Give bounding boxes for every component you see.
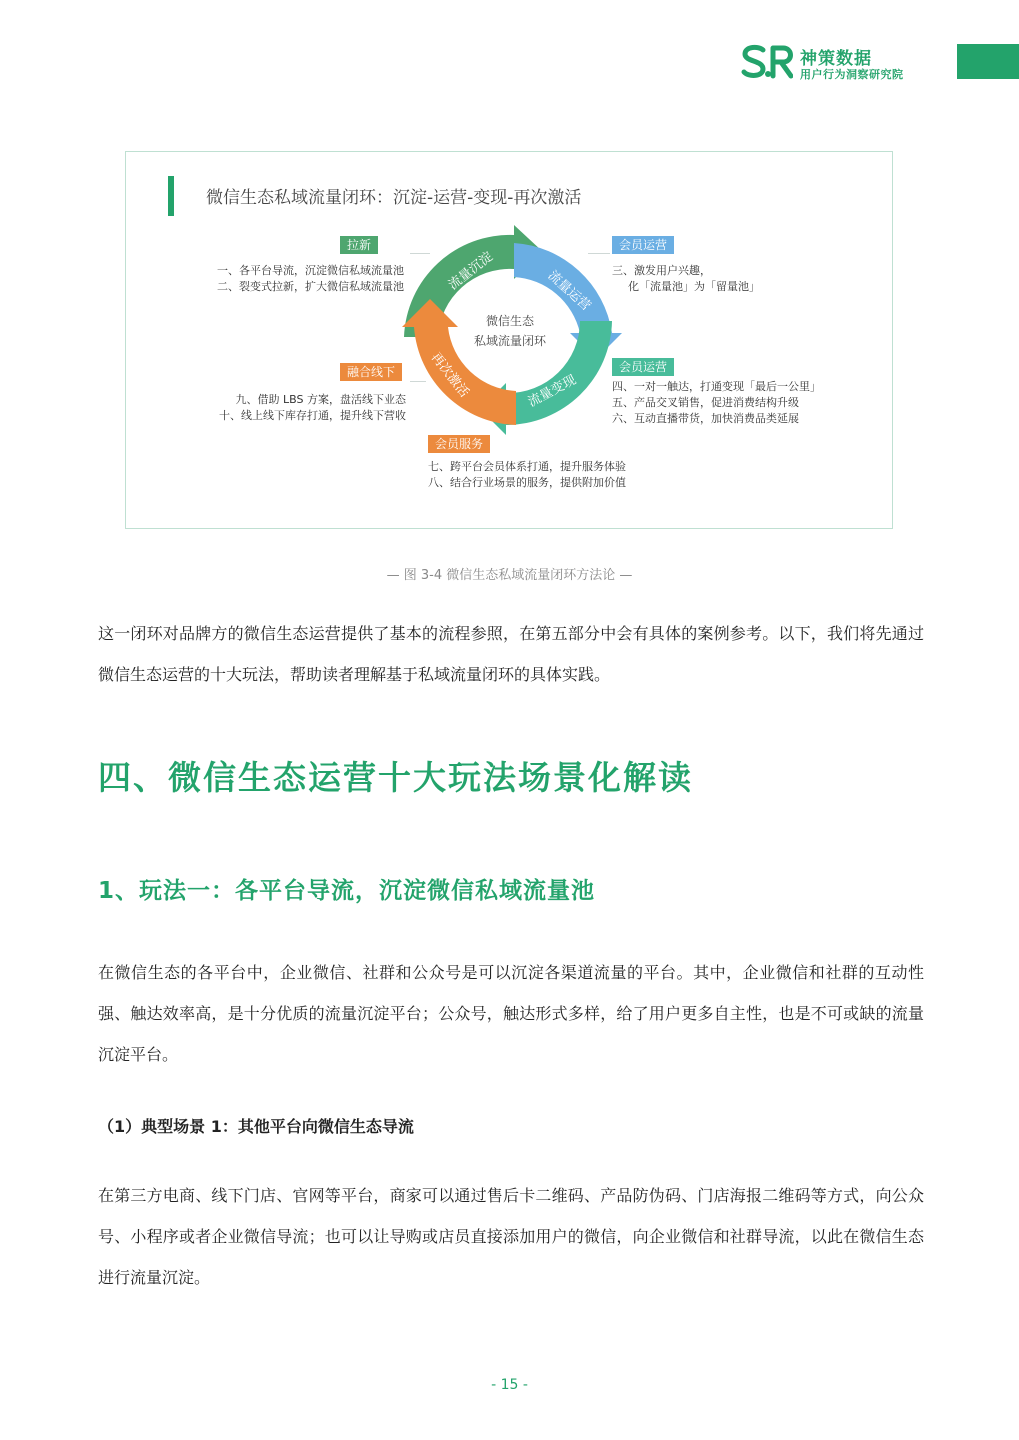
connector-laxin (410, 253, 430, 254)
tag-member-ops-2: 会员运营 (612, 358, 674, 376)
tag-member-ops-1: 会员运营 (612, 236, 674, 254)
connector-offline (410, 381, 426, 382)
figure-title: 微信生态私域流量闭环：沉淀-运营-变现-再次激活 (206, 188, 582, 208)
note-member-ops-2-line-3: 六、互动直播带货，加快消费品类延展 (612, 412, 799, 425)
paragraph-platforms: 在微信生态的各平台中，企业微信、社群和公众号是可以沉淀各渠道流量的平台。其中，企业微信和社群的互动性强、触达效率高，是十分优质的流量沉淀平台；公众号，触达形式多样，给了用户更多自主性，也是不可或缺的流量沉淀平台。 (98, 963, 924, 1064)
note-member-service (428, 459, 626, 491)
arrow-label-monetize: 流量变现 (525, 372, 579, 411)
cycle-center-label (460, 311, 560, 351)
tag-offline: 融合线下 (340, 363, 402, 381)
arrow-label-sediment: 流量沉淀 (445, 249, 497, 294)
logo-mark-icon (741, 44, 793, 80)
logo-tagline: 用户行为洞察研究院 (800, 68, 904, 81)
note-member-ops-2-line-1: 四、一对一触达，打通变现「最后一公里」 (612, 380, 821, 393)
connector-member-ops-1 (588, 253, 610, 254)
note-laxin-line-1: 一、各平台导流，沉淀微信私域流量池 (217, 264, 404, 277)
note-offline-line-1: 九、借助 LBS 方案，盘活线下业态 (235, 393, 406, 406)
page-number: - 15 - (491, 1377, 528, 1393)
subsection-heading: 1、玩法一：各平台导流，沉淀微信私域流量池 (98, 878, 596, 904)
tag-member-service: 会员服务 (428, 435, 490, 453)
note-member-ops-1-line-2: 化「流量池」为「留量池」 (628, 280, 760, 293)
note-laxin (208, 263, 404, 295)
logo-name: 神策数据 (800, 49, 872, 69)
figure-title-accent (168, 176, 174, 216)
note-member-service-line-2: 八、结合行业场景的服务，提供附加价值 (428, 476, 626, 489)
figure-caption: — 图 3-4 微信生态私域流量闭环方法论 — (386, 568, 633, 583)
arrow-label-operation: 流量运营 (544, 268, 594, 315)
paragraph-scene: 在第三方电商、线下门店、官网等平台，商家可以通过售后卡二维码、产品防伪码、门店海报二维码等方式，向公众号、小程序或者企业微信导流；也可以让导购或店员直接添加用户的微信，向企业微信和社群导流，以此在微信生态进行流量沉淀。 (98, 1186, 924, 1287)
note-member-ops-2-line-2: 五、产品交叉销售，促进消费结构升级 (612, 396, 799, 409)
note-member-ops-1 (612, 263, 760, 295)
tag-laxin: 拉新 (340, 236, 378, 254)
arrow-label-reactivate: 再次激活 (427, 350, 472, 401)
note-member-service-line-1: 七、跨平台会员体系打通，提升服务体验 (428, 460, 626, 473)
center-line-1: 微信生态 (485, 314, 534, 328)
note-member-ops-2 (612, 379, 821, 427)
section-heading: 四、微信生态运营十大玩法场景化解读 (98, 758, 693, 797)
note-offline (200, 392, 406, 424)
note-laxin-line-2: 二、裂变式拉新，扩大微信私域流量池 (217, 280, 404, 293)
paragraph-intro: 这一闭环对品牌方的微信生态运营提供了基本的流程参照，在第五部分中会有具体的案例参考。以下，我们将先通过微信生态运营的十大玩法，帮助读者理解基于私域流量闭环的具体实践。 (98, 624, 924, 684)
center-line-2: 私域流量闭环 (473, 334, 546, 348)
note-offline-line-2: 十、线上线下库存打通，提升线下营收 (219, 409, 406, 422)
header-accent-bar (957, 44, 1019, 79)
scene-heading: （1）典型场景 1：其他平台向微信生态导流 (98, 1117, 414, 1136)
note-member-ops-1-line-1: 三、激发用户兴趣， (612, 264, 711, 277)
